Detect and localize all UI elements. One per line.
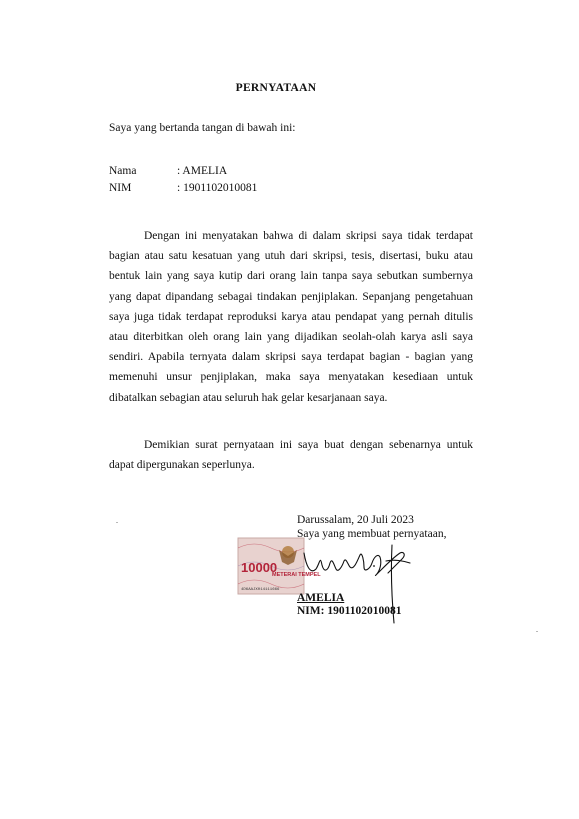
name-value: : AMELIA <box>177 165 228 177</box>
stray-dot: . <box>536 625 538 634</box>
stamp-value: 10000 <box>241 560 278 575</box>
page-title: PERNYATAAN <box>235 82 317 94</box>
stray-dot: . <box>116 516 118 525</box>
place-date: Darussalam, 20 Juli 2023 <box>297 514 414 526</box>
intro-text: Saya yang bertanda tangan di bawah ini: <box>109 122 296 134</box>
signer-nim: NIM: 1901102010081 <box>297 605 402 617</box>
signer-name: AMELIA <box>297 592 345 604</box>
nim-value: : 1901102010081 <box>177 182 258 194</box>
nim-label: NIM <box>109 182 132 194</box>
nim-row <box>109 182 257 194</box>
revenue-stamp <box>238 538 321 594</box>
stamp-serial: 4D6AAJX014111666 <box>241 588 280 592</box>
stamp-label: METERAI TEMPEL <box>272 572 321 578</box>
signer-caption: Saya yang membuat pernyataan, <box>297 528 447 540</box>
name-row <box>109 165 227 177</box>
statement-paragraph: Dengan ini menyatakan bahwa di dalam skripsi saya tidak terdapat bagian atau satu kesatuan yang utuh dari skripsi, tesis, disertasi, buku atau bentuk lain yang saya kutip dari orang lain tanpa saya sebutkan sumbernya yang dapat dipandang sebagai tindakan penjiplakan. Sepanjang pengetahuan saya juga tidak terdapat reproduksi karya atau pendapat yang pernah ditulis atau diterbitkan oleh orang lain yang dijadikan seolah-olah karya asli saya sendiri. Apabila ternyata dalam skripsi saya terdapat bagian - bagian yang memenuhi unsur penjiplakan, maka saya menyatakan kesediaan untuk dibatalkan sebagian atau seluruh hak gelar kesarjanaan saya. <box>109 230 473 404</box>
name-label: Nama <box>109 165 137 177</box>
closing-paragraph: Demikian surat pernyataan ini saya buat dengan sebenarnya untuk dapat dipergunakan seperlunya. <box>109 439 473 472</box>
